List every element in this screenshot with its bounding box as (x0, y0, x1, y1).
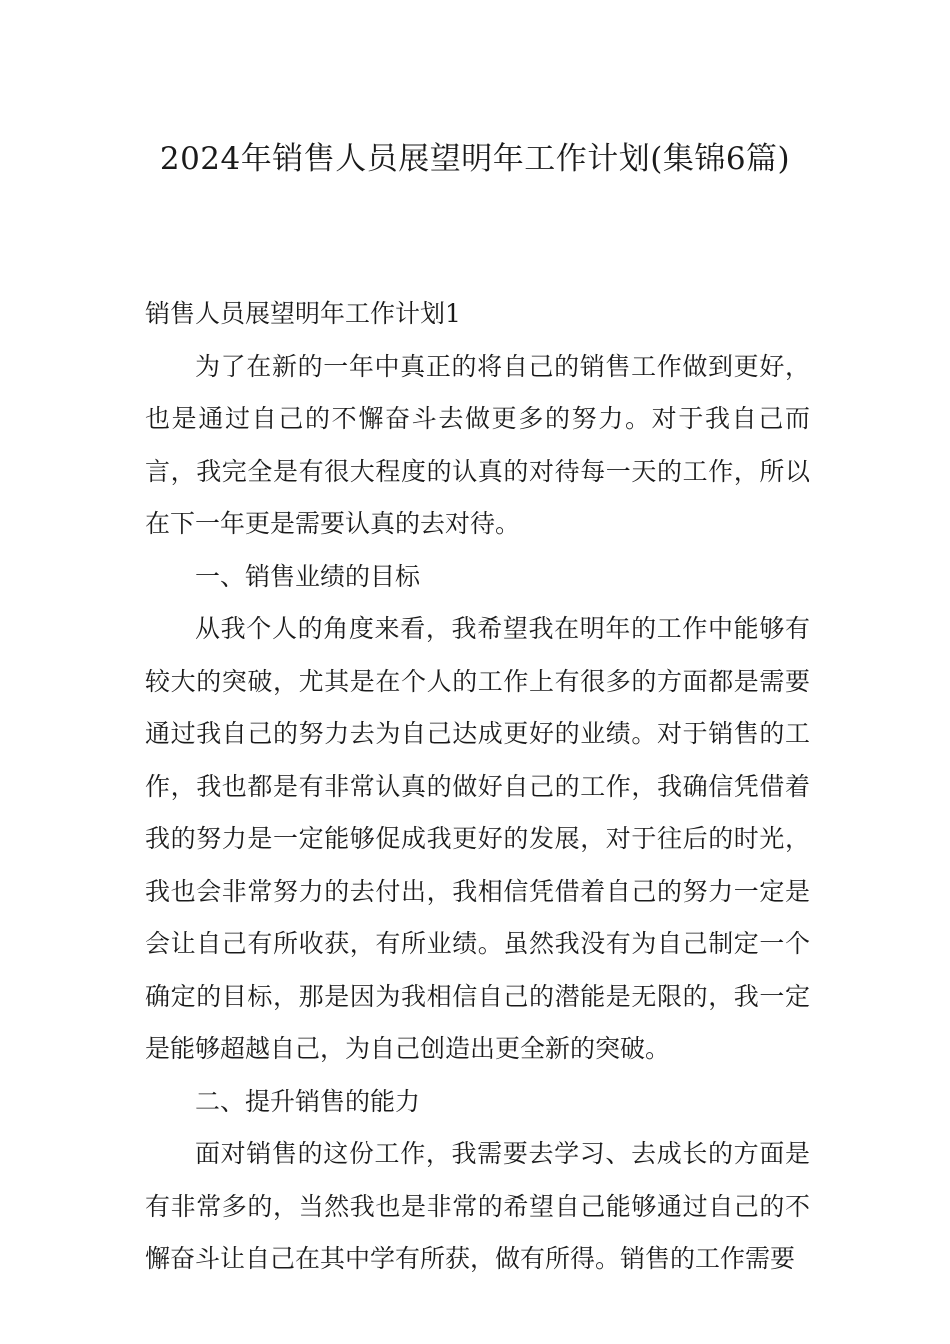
subheading-sales-goal: 一、销售业绩的目标 (195, 561, 421, 591)
paragraph-sales-goal: 从我个人的角度来看，我希望我在明年的工作中能够有较大的突破，尤其是在个人的工作上有很多的方面都是需要通过我自己的努力去为自己达成更好的业绩。对于销售的工作，我也都是有非常认真的做好自己的工作，我确信凭借着我的努力是一定能够促成我更好的发展，对于往后的时光，我也会非常努力的去付出，我相信凭借着自己的努力一定是会让自己有所收获，有所业绩。虽然我没有为自己制定一个确定的目标，那是因为我相信自己的潜能是无限的，我一定是能够超越自己，为自己创造出更全新的突破。 (145, 614, 810, 1063)
paragraph-intro: 为了在新的一年中真正的将自己的销售工作做到更好，也是通过自己的不懈奋斗去做更多的努力。对于我自己而言，我完全是有很大程度的认真的对待每一天的工作，所以在下一年更是需要认真的去对待。 (145, 351, 810, 538)
document-title: 2024年销售人员展望明年工作计划(集锦6篇) (159, 141, 791, 177)
paragraph-sales-ability: 面对销售的这份工作，我需要去学习、去成长的方面是有非常多的，当然我也是非常的希望自己能够通过自己的不懈奋斗让自己在其中学有所获，做有所得。销售的工作需要 (145, 1139, 810, 1273)
subheading-sales-ability: 二、提升销售的能力 (195, 1086, 421, 1116)
document-body (145, 288, 810, 1286)
section-heading: 销售人员展望明年工作计划1 (145, 299, 461, 328)
